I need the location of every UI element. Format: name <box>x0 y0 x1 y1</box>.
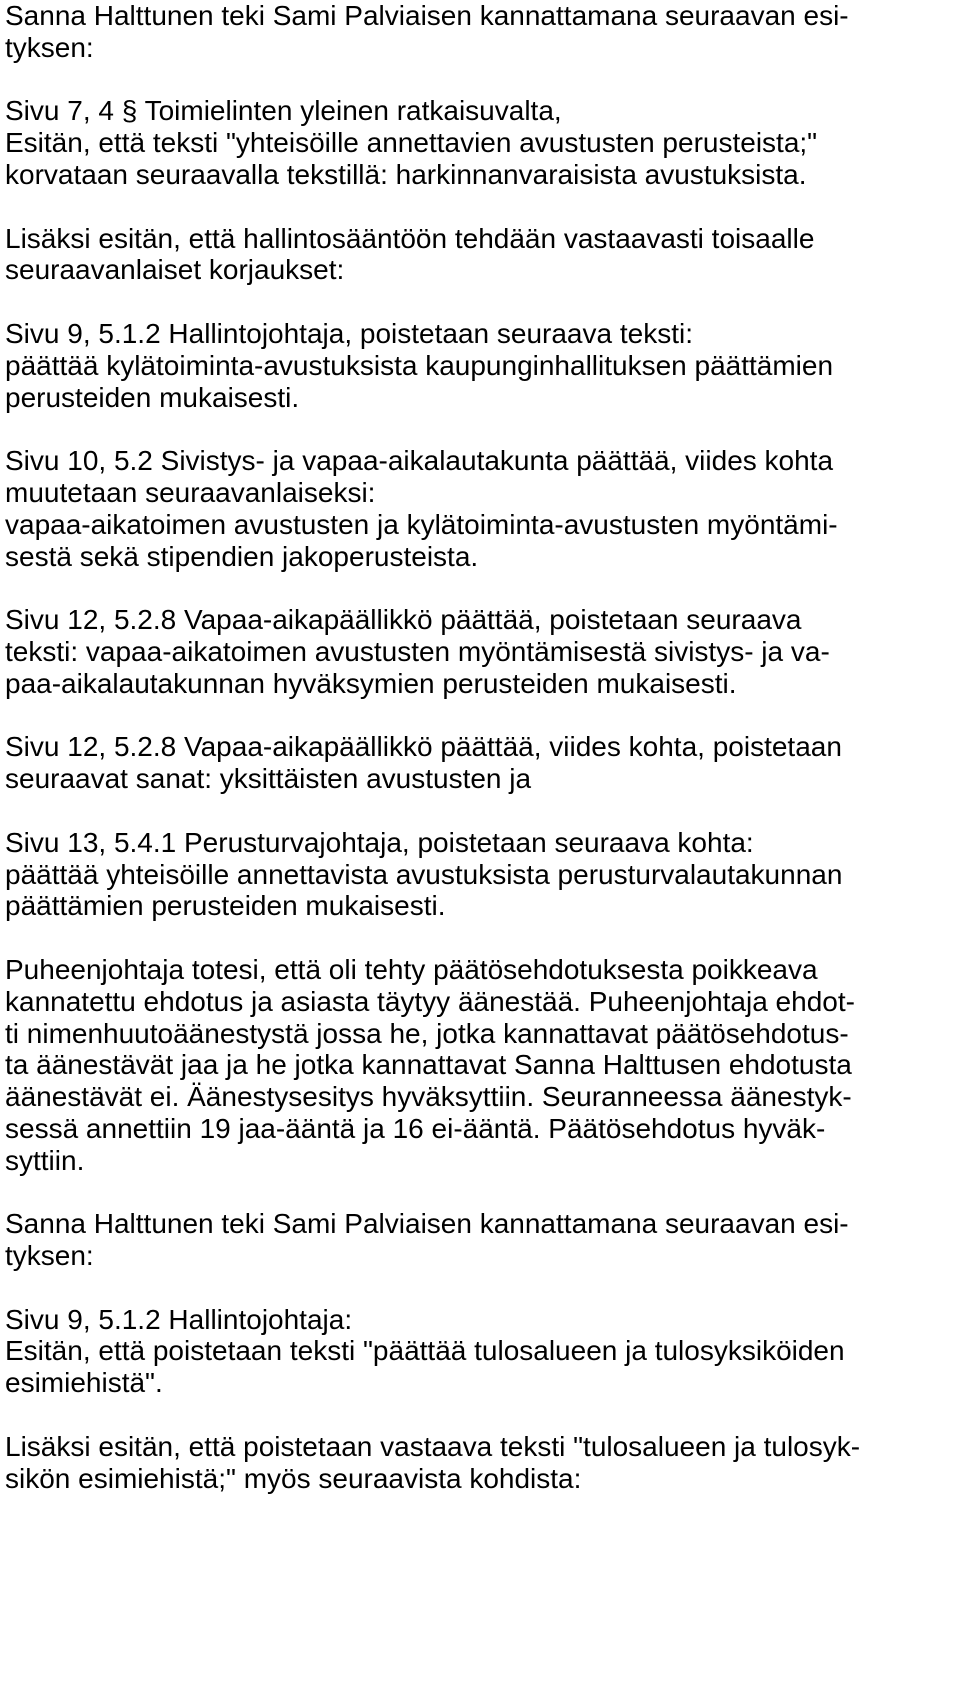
paragraph-second-proposal-intro <box>5 1208 954 1272</box>
text-line: vapaa-aikatoimen avustusten ja kylätoiminta-avustusten myöntämi- <box>5 508 838 540</box>
text-line: Sivu 12, 5.2.8 Vapaa-aikapäällikkö päättää, poistetaan seuraava <box>5 604 802 636</box>
text-line: paa-aikalautakunnan hyväksymien perusteiden mukaisesti. <box>5 667 737 699</box>
text-line: syttiin. <box>5 1144 85 1176</box>
text-line: perusteiden mukaisesti. <box>5 381 300 413</box>
text-line: muutetaan seuraavanlaiseksi: <box>5 476 376 508</box>
text-line: Sanna Halttunen teki Sami Palviaisen kannattamana seuraavan esi- <box>5 0 849 31</box>
text-line: tyksen: <box>5 31 94 63</box>
paragraph-additional-removal <box>5 1431 954 1495</box>
text-line: Sivu 7, 4 § Toimielinten yleinen ratkaisuvalta, <box>5 95 562 127</box>
text-line: seuraavanlaiset korjaukset: <box>5 254 345 286</box>
paragraph-proposal-intro <box>5 0 954 64</box>
paragraph-section-10-5-2 <box>5 445 954 572</box>
text-line: Sanna Halttunen teki Sami Palviaisen kannattamana seuraavan esi- <box>5 1208 849 1240</box>
text-line: korvataan seuraavalla tekstillä: harkinnanvaraisista avustuksista. <box>5 158 807 190</box>
text-line: Sivu 12, 5.2.8 Vapaa-aikapäällikkö päättää, viides kohta, poistetaan <box>5 731 842 763</box>
paragraph-section-13-5-4-1 <box>5 827 954 922</box>
text-line: Sivu 13, 5.4.1 Perusturvajohtaja, poistetaan seuraava kohta: <box>5 826 754 858</box>
text-line: sestä sekä stipendien jakoperusteista. <box>5 540 479 572</box>
text-line: Lisäksi esitän, että hallintosääntöön tehdään vastaavasti toisaalle <box>5 222 815 254</box>
text-line: sikön esimiehistä;" myös seuraavista kohdista: <box>5 1462 582 1494</box>
paragraph-section-7-4 <box>5 95 954 190</box>
text-line: päättää yhteisöille annettavista avustuksista perusturvalautakunnan <box>5 858 843 890</box>
paragraph-section-12-5-2-8-a <box>5 604 954 699</box>
text-line: sessä annettiin 19 jaa-ääntä ja 16 ei-ääntä. Päätösehdotus hyväk- <box>5 1112 826 1144</box>
text-line: ta äänestävät jaa ja he jotka kannattavat Sanna Halttusen ehdotusta <box>5 1049 852 1081</box>
text-line: kannatettu ehdotus ja asiasta täytyy äänestää. Puheenjohtaja ehdot- <box>5 985 855 1017</box>
text-line: päättämien perusteiden mukaisesti. <box>5 890 446 922</box>
text-line: äänestävät ei. Äänestysesitys hyväksyttiin. Seuranneessa äänestyk- <box>5 1081 852 1113</box>
text-line: päättää kylätoiminta-avustuksista kaupunginhallituksen päättämien <box>5 349 834 381</box>
text-line: ti nimenhuutoäänestystä jossa he, jotka kannattavat päätösehdotus- <box>5 1017 849 1049</box>
paragraph-voting <box>5 954 954 1177</box>
text-line: Sivu 9, 5.1.2 Hallintojohtaja: <box>5 1303 353 1335</box>
text-line: esimiehistä". <box>5 1367 163 1399</box>
text-line: Puheenjohtaja totesi, että oli tehty päätösehdotuksesta poikkeava <box>5 953 818 985</box>
text-line: Esitän, että teksti "yhteisöille annettavien avustusten perusteista;" <box>5 127 818 159</box>
text-line: Sivu 9, 5.1.2 Hallintojohtaja, poistetaan seuraava teksti: <box>5 317 693 349</box>
paragraph-section-9-5-1-2 <box>5 318 954 413</box>
paragraph-second-section-9-5-1-2 <box>5 1304 954 1399</box>
text-line: Sivu 10, 5.2 Sivistys- ja vapaa-aikalautakunta päättää, viides kohta <box>5 445 834 477</box>
text-line: teksti: vapaa-aikatoimen avustusten myöntämisestä sivistys- ja va- <box>5 635 830 667</box>
paragraph-section-12-5-2-8-b <box>5 731 954 795</box>
text-line: Esitän, että poistetaan teksti "päättää tulosalueen ja tulosyksiköiden <box>5 1335 845 1367</box>
text-line: seuraavat sanat: yksittäisten avustusten ja <box>5 763 532 795</box>
paragraph-additional-corrections <box>5 223 954 287</box>
text-line: tyksen: <box>5 1240 94 1272</box>
text-line: Lisäksi esitän, että poistetaan vastaava teksti "tulosalueen ja tulosyk- <box>5 1430 861 1462</box>
